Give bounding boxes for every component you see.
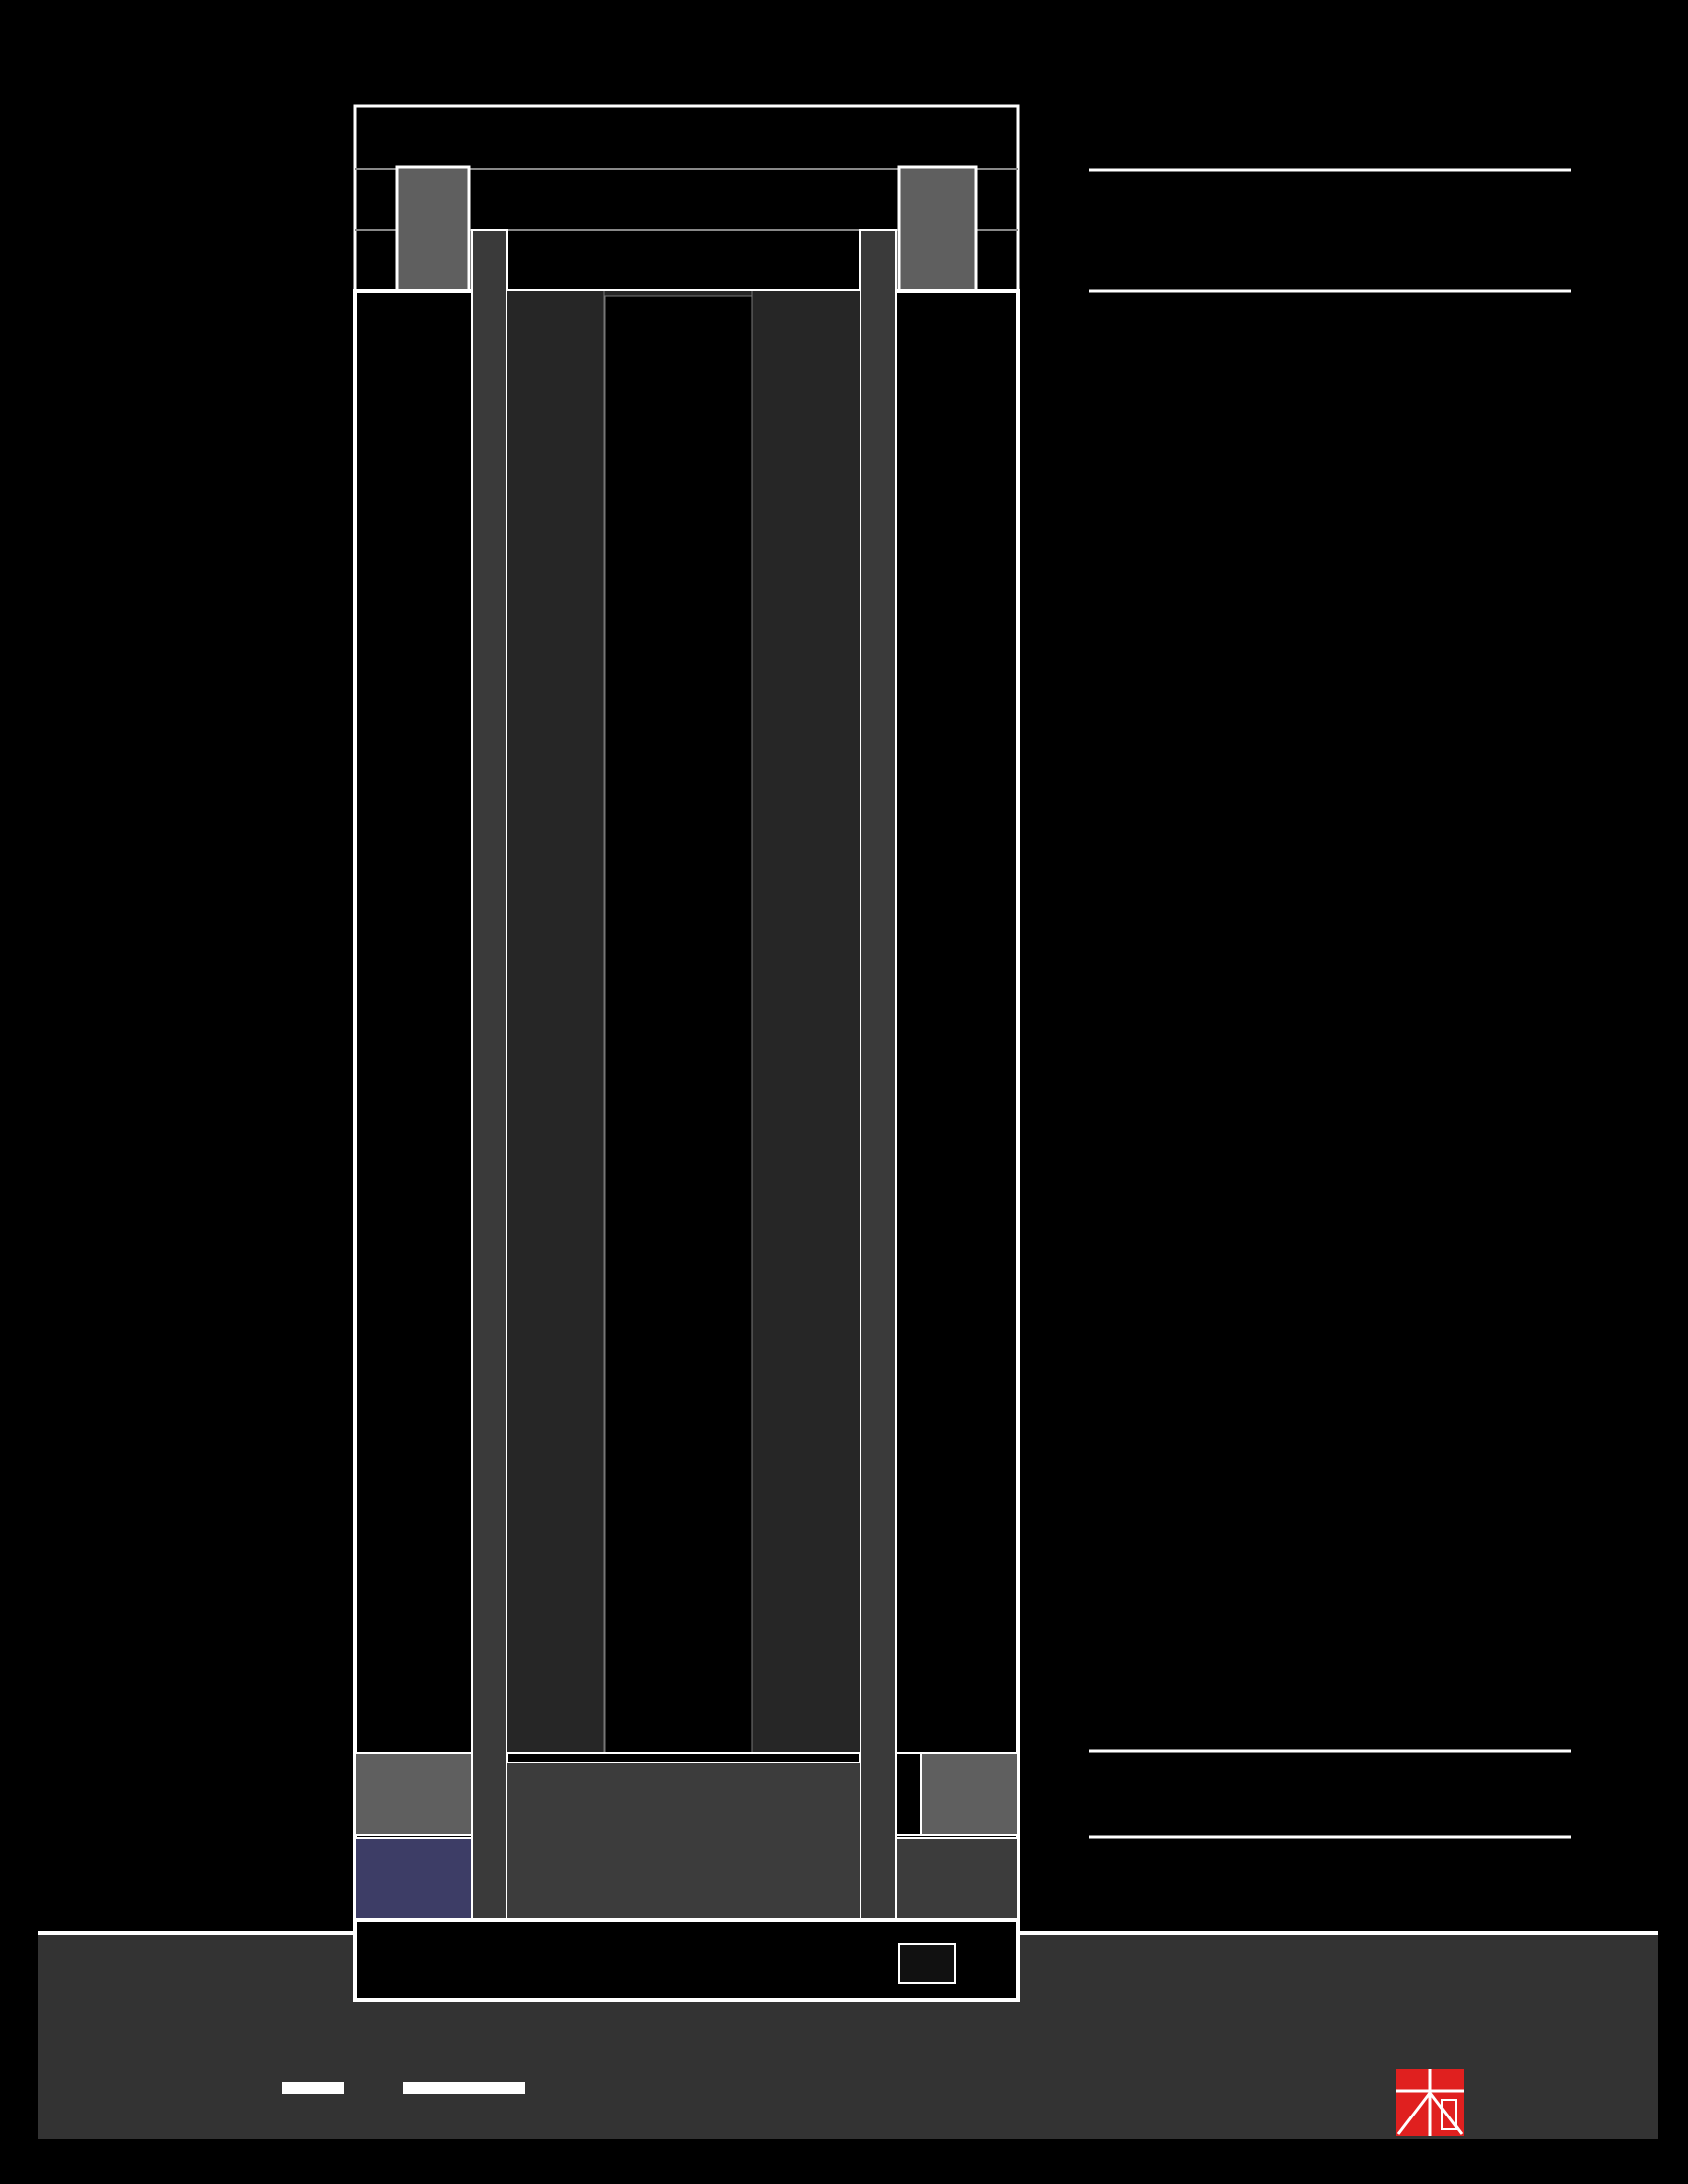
column-right [860,230,896,2000]
lobby-left [355,1838,472,1920]
core-atrium [605,296,752,1753]
mech-low-left [355,1753,472,1835]
saang-logo-mark [1396,2069,1464,2136]
lobby-right [896,1838,1018,1920]
lobby-core-block [507,1763,860,1920]
mech-low-right [921,1753,1018,1835]
transfer-truss [507,1753,860,1763]
scale-bar-10-20 [403,2082,525,2094]
crown-mech-right [899,167,976,292]
column-left [472,230,507,2000]
scale-bar-0-5 [282,2082,344,2094]
crown-mech-left [397,167,469,292]
